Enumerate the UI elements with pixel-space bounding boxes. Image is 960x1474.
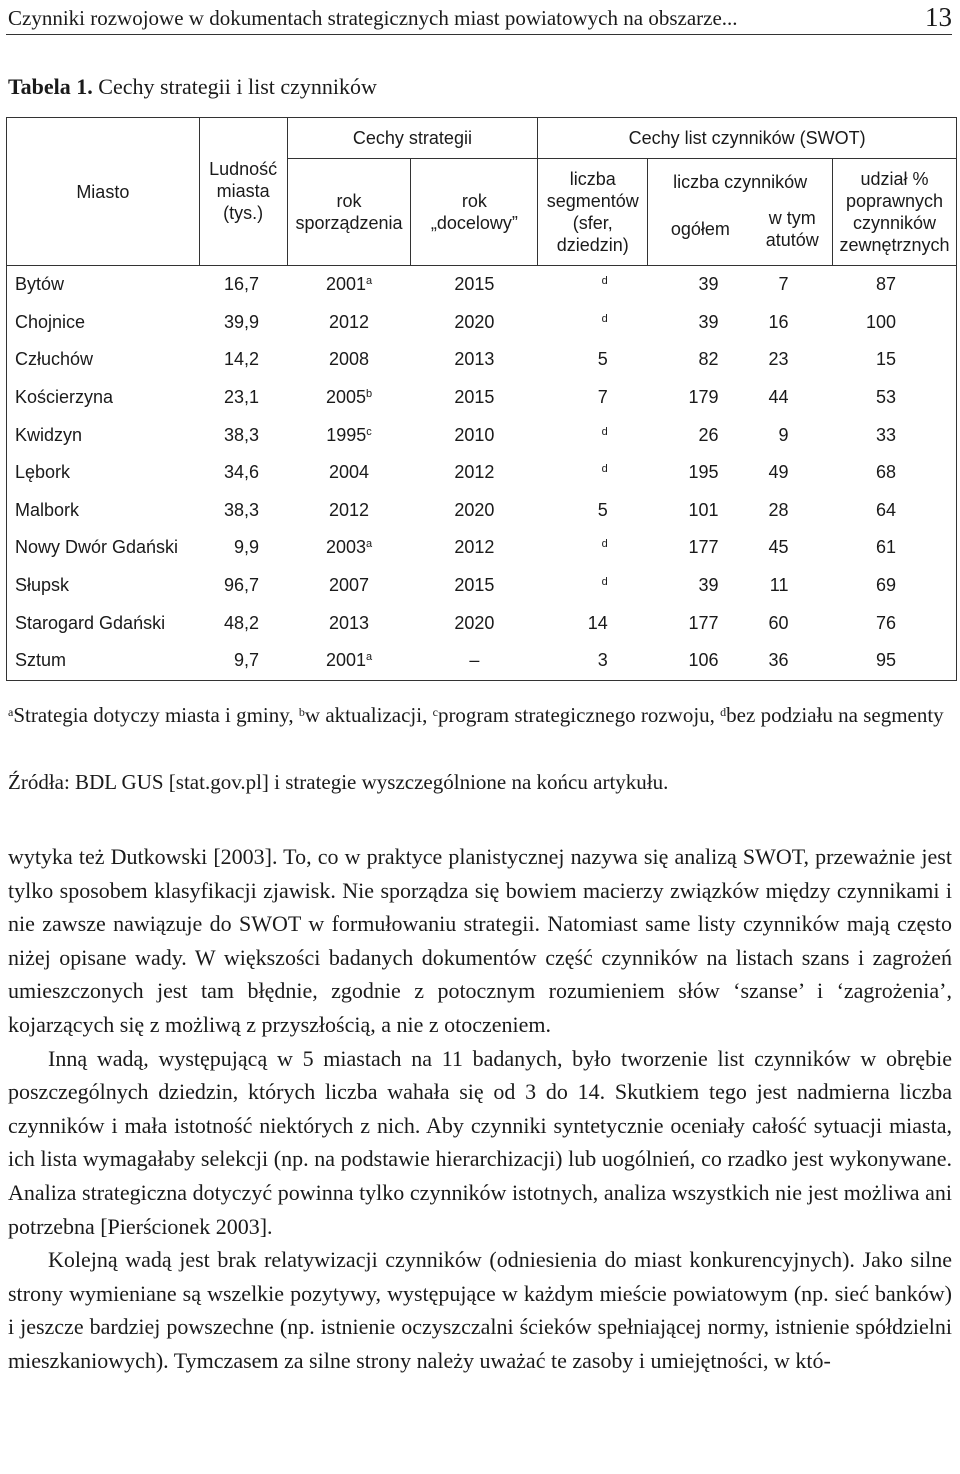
cell-atuty: 60: [768, 612, 789, 633]
cell-atuty: 16: [768, 311, 789, 332]
cell-udzial: 87: [875, 274, 896, 295]
note-mark: b: [365, 388, 373, 401]
running-head: [6, 4, 952, 35]
header-ogolem: ogółem: [648, 193, 753, 266]
cell-city: Człuchów: [15, 349, 94, 370]
header-cechy-list: Cechy list czynników (SWOT): [538, 118, 957, 159]
note-mark: a: [365, 538, 373, 551]
source-note: Źródła: BDL GUS [stat.gov.pl] i strategie wyszczególnione na końcu artykułu.: [8, 770, 669, 794]
table-row: [7, 642, 957, 680]
cell-segments: 5: [597, 499, 608, 520]
cell-rok-sporzadzenia: 2001$^a$: [325, 274, 373, 295]
note-mark: c: [366, 425, 372, 438]
cell-rok-sporzadzenia: 2013: [329, 612, 370, 633]
cell-rok-sporzadzenia: 1995$^c$: [326, 424, 372, 445]
cell-atuty: 36: [768, 650, 789, 671]
note-mark: a: [365, 651, 373, 664]
cell-city: Chojnice: [15, 311, 86, 332]
cell-rok-sporzadzenia: 2008: [329, 349, 370, 370]
cell-segments: [538, 567, 648, 605]
running-head-title: Czynniki rozwojowe w dokumentach strategicznych miast powiatowych na obszarze...: [8, 6, 738, 30]
footnotes: [8, 700, 952, 730]
table-row: [7, 266, 957, 304]
cell-rok-docelowy: 2015: [454, 274, 495, 295]
body-text: [8, 840, 952, 1378]
cell-segments: [538, 416, 648, 454]
cell-udzial: 15: [875, 349, 896, 370]
cell-udzial: 33: [875, 424, 896, 445]
footnote-d: bez podziału na segmenty: [726, 703, 944, 727]
header-miasto: Miasto: [7, 118, 200, 266]
footnote-a-mark: a: [8, 705, 14, 719]
footnote-b-mark: b: [298, 705, 305, 719]
cell-ogolem: 177: [688, 612, 719, 633]
header-udzial: udział % poprawnych czynników zewnętrznych: [832, 159, 956, 266]
cell-segments: [538, 304, 648, 342]
cell-udzial: 100: [865, 311, 896, 332]
cell-ogolem: 82: [698, 349, 719, 370]
note-mark: d: [601, 576, 608, 589]
cell-city: Bytów: [15, 274, 65, 295]
cell-atuty: 7: [778, 274, 789, 295]
cell-city: Kościerzyna: [15, 387, 114, 408]
cell-ogolem: 39: [698, 311, 719, 332]
cell-city: Sztum: [15, 650, 67, 671]
table-row: [7, 454, 957, 492]
table-row: [7, 604, 957, 642]
header-liczba-segmentow: liczba segmentów (sfer, dziedzin): [538, 159, 648, 266]
cell-population: 9,7: [234, 650, 260, 671]
cell-segments: 14: [587, 612, 608, 633]
cell-rok-docelowy: –: [469, 650, 480, 671]
header-cechy-strategii: Cechy strategii: [287, 118, 538, 159]
paragraph-2: Inną wadą, występującą w 5 miastach na 11 badanych, było tworzenie list czynników w obrębie poszczególnych dziedzin, których liczba wahała się od 3 do 14. Skutkiem tego jest nadmierna liczba czynników i mała istotność niektórych z nich. Aby czynniki syntetycznie oceniały całość sytuacji miasta, ich lista wymagałaby selekcji (np. na podstawie hierarchizacji) lub uogólnień, co rzadko jest wykonywane. Analiza strategiczna dotyczyć powinna tylko czynników istotnych, analiza wszystkich nie jest możliwa ani potrzebna [Pierścionek 2003].: [8, 1045, 952, 1239]
cell-population: 34,6: [224, 462, 260, 483]
header-w-tym-atutow: w tym atutów: [753, 193, 833, 266]
cell-city: Kwidzyn: [15, 424, 83, 445]
paragraph-1: wytyka też Dutkowski [2003]. To, co w praktyce planistycznej nazywa się analizą SWOT, przeważnie jest tylko sposobem klasyfikacji zjawisk. Nie sporządza się bowiem macierzy związków między czynnikami i nie zawsze nawiązuje do SWOT w formułowaniu strategii. Natomiast same listy czynników mają często niżej opisane wady. W większości badanych dokumentów część czynników na listach szans i zagrożeń umieszczonych jest tam błędnie, zgodnie z potocznym rozumieniem słów ‘szanse’ i ‘zagrożenia’, kojarzących się z możliwą z przyszłością, a nie z otoczeniem.: [8, 844, 952, 1037]
note-mark: d: [601, 312, 608, 325]
data-table: [6, 117, 957, 681]
cell-rok-docelowy: 2020: [454, 499, 495, 520]
table-row: [7, 492, 957, 530]
table-row: [7, 416, 957, 454]
page-number: 13: [925, 2, 952, 32]
footnote-d-mark: d: [720, 705, 727, 719]
cell-population: 14,2: [224, 349, 260, 370]
cell-rok-sporzadzenia: 2001$^a$: [325, 650, 373, 671]
cell-city: Malbork: [15, 499, 80, 520]
cell-rok-sporzadzenia: 2012: [329, 499, 370, 520]
footnote-b: w aktualizacji,: [304, 703, 428, 727]
cell-ogolem: 177: [688, 537, 719, 558]
footnote-a: Strategia dotyczy miasta i gminy,: [13, 703, 294, 727]
cell-ogolem: 195: [688, 462, 719, 483]
cell-rok-docelowy: 2020: [454, 311, 495, 332]
header-rok-docelowy: rok „docelowy”: [411, 159, 538, 266]
table-row: [7, 529, 957, 567]
cell-segments: 7: [597, 387, 608, 408]
cell-population: 39,9: [224, 311, 260, 332]
table-row: [7, 567, 957, 605]
cell-rok-docelowy: 2012: [454, 537, 495, 558]
table-caption-label: Tabela 1.: [8, 74, 93, 99]
cell-segments: 5: [597, 349, 608, 370]
note-mark: a: [365, 275, 373, 288]
header-ludnosc: Ludność miasta (tys.): [199, 118, 287, 266]
cell-rok-docelowy: 2012: [454, 462, 495, 483]
header-liczba-czynnikow: liczba czynników: [648, 159, 833, 194]
cell-udzial: 76: [875, 612, 896, 633]
cell-population: 38,3: [224, 424, 260, 445]
table-body: [7, 266, 957, 681]
table-row: [7, 341, 957, 379]
cell-population: 48,2: [224, 612, 260, 633]
cell-rok-sporzadzenia: 2005$^b$: [325, 387, 373, 408]
footnote-c: program strategicznego rozwoju,: [437, 703, 715, 727]
cell-city: Lębork: [15, 462, 71, 483]
paragraph-3: Kolejną wadą jest brak relatywizacji czynników (odniesienia do miast konkurencyjnych). Jako silne strony wymieniane są wszelkie pozytywy, występujące w każdym mieście powiatowym (np. sieć banków) i jeszcze bardziej powszechne (np. istnienie oczyszczalni ścieków spełniającej normy, istnienie spółdzielni mieszkaniowych). Tymczasem za silne strony należy uważać te zasoby i umiejętności, w któ-: [8, 1247, 952, 1373]
cell-atuty: 9: [778, 424, 789, 445]
cell-ogolem: 179: [688, 387, 719, 408]
cell-rok-sporzadzenia: 2003$^a$: [325, 537, 373, 558]
cell-atuty: 23: [768, 349, 789, 370]
cell-atuty: 49: [768, 462, 789, 483]
cell-rok-sporzadzenia: 2004: [329, 462, 370, 483]
cell-atuty: 28: [768, 499, 789, 520]
cell-population: 16,7: [224, 274, 260, 295]
cell-city: Słupsk: [15, 575, 70, 596]
cell-rok-docelowy: 2010: [454, 424, 495, 445]
table-row: [7, 304, 957, 342]
cell-udzial: 68: [875, 462, 896, 483]
note-mark: d: [601, 538, 608, 551]
cell-udzial: 64: [875, 499, 896, 520]
table-caption-text: Cechy strategii i list czynników: [98, 74, 377, 99]
cell-rok-sporzadzenia: 2012: [329, 311, 370, 332]
cell-udzial: 53: [875, 387, 896, 408]
cell-udzial: 61: [875, 537, 896, 558]
cell-udzial: 69: [875, 575, 896, 596]
note-mark: d: [601, 275, 608, 288]
cell-rok-docelowy: 2015: [454, 387, 495, 408]
cell-city: Nowy Dwór Gdański: [15, 537, 179, 558]
table-caption: [8, 74, 377, 100]
cell-segments: [538, 266, 648, 304]
cell-population: 23,1: [224, 387, 260, 408]
cell-rok-sporzadzenia: 2007: [329, 575, 370, 596]
cell-atuty: 45: [768, 537, 789, 558]
cell-segments: [538, 454, 648, 492]
cell-ogolem: 39: [698, 575, 719, 596]
cell-segments: 3: [597, 650, 608, 671]
table-row: [7, 379, 957, 417]
cell-city: Starogard Gdański: [15, 612, 166, 633]
cell-population: 9,9: [234, 537, 260, 558]
cell-rok-docelowy: 2020: [454, 612, 495, 633]
note-mark: d: [601, 425, 608, 438]
cell-rok-docelowy: 2013: [454, 349, 495, 370]
footnote-c-mark: c: [432, 705, 438, 719]
cell-segments: [538, 529, 648, 567]
cell-ogolem: 106: [688, 650, 719, 671]
cell-atuty: 44: [768, 387, 789, 408]
cell-ogolem: 26: [698, 424, 719, 445]
cell-atuty: 11: [769, 575, 789, 596]
cell-population: 38,3: [224, 499, 260, 520]
cell-ogolem: 39: [698, 274, 719, 295]
note-mark: d: [601, 463, 608, 476]
cell-udzial: 95: [875, 650, 896, 671]
cell-ogolem: 101: [688, 499, 719, 520]
cell-rok-docelowy: 2015: [454, 575, 495, 596]
header-rok-sporzadzenia: rok sporządzenia: [287, 159, 411, 266]
cell-population: 96,7: [224, 575, 260, 596]
